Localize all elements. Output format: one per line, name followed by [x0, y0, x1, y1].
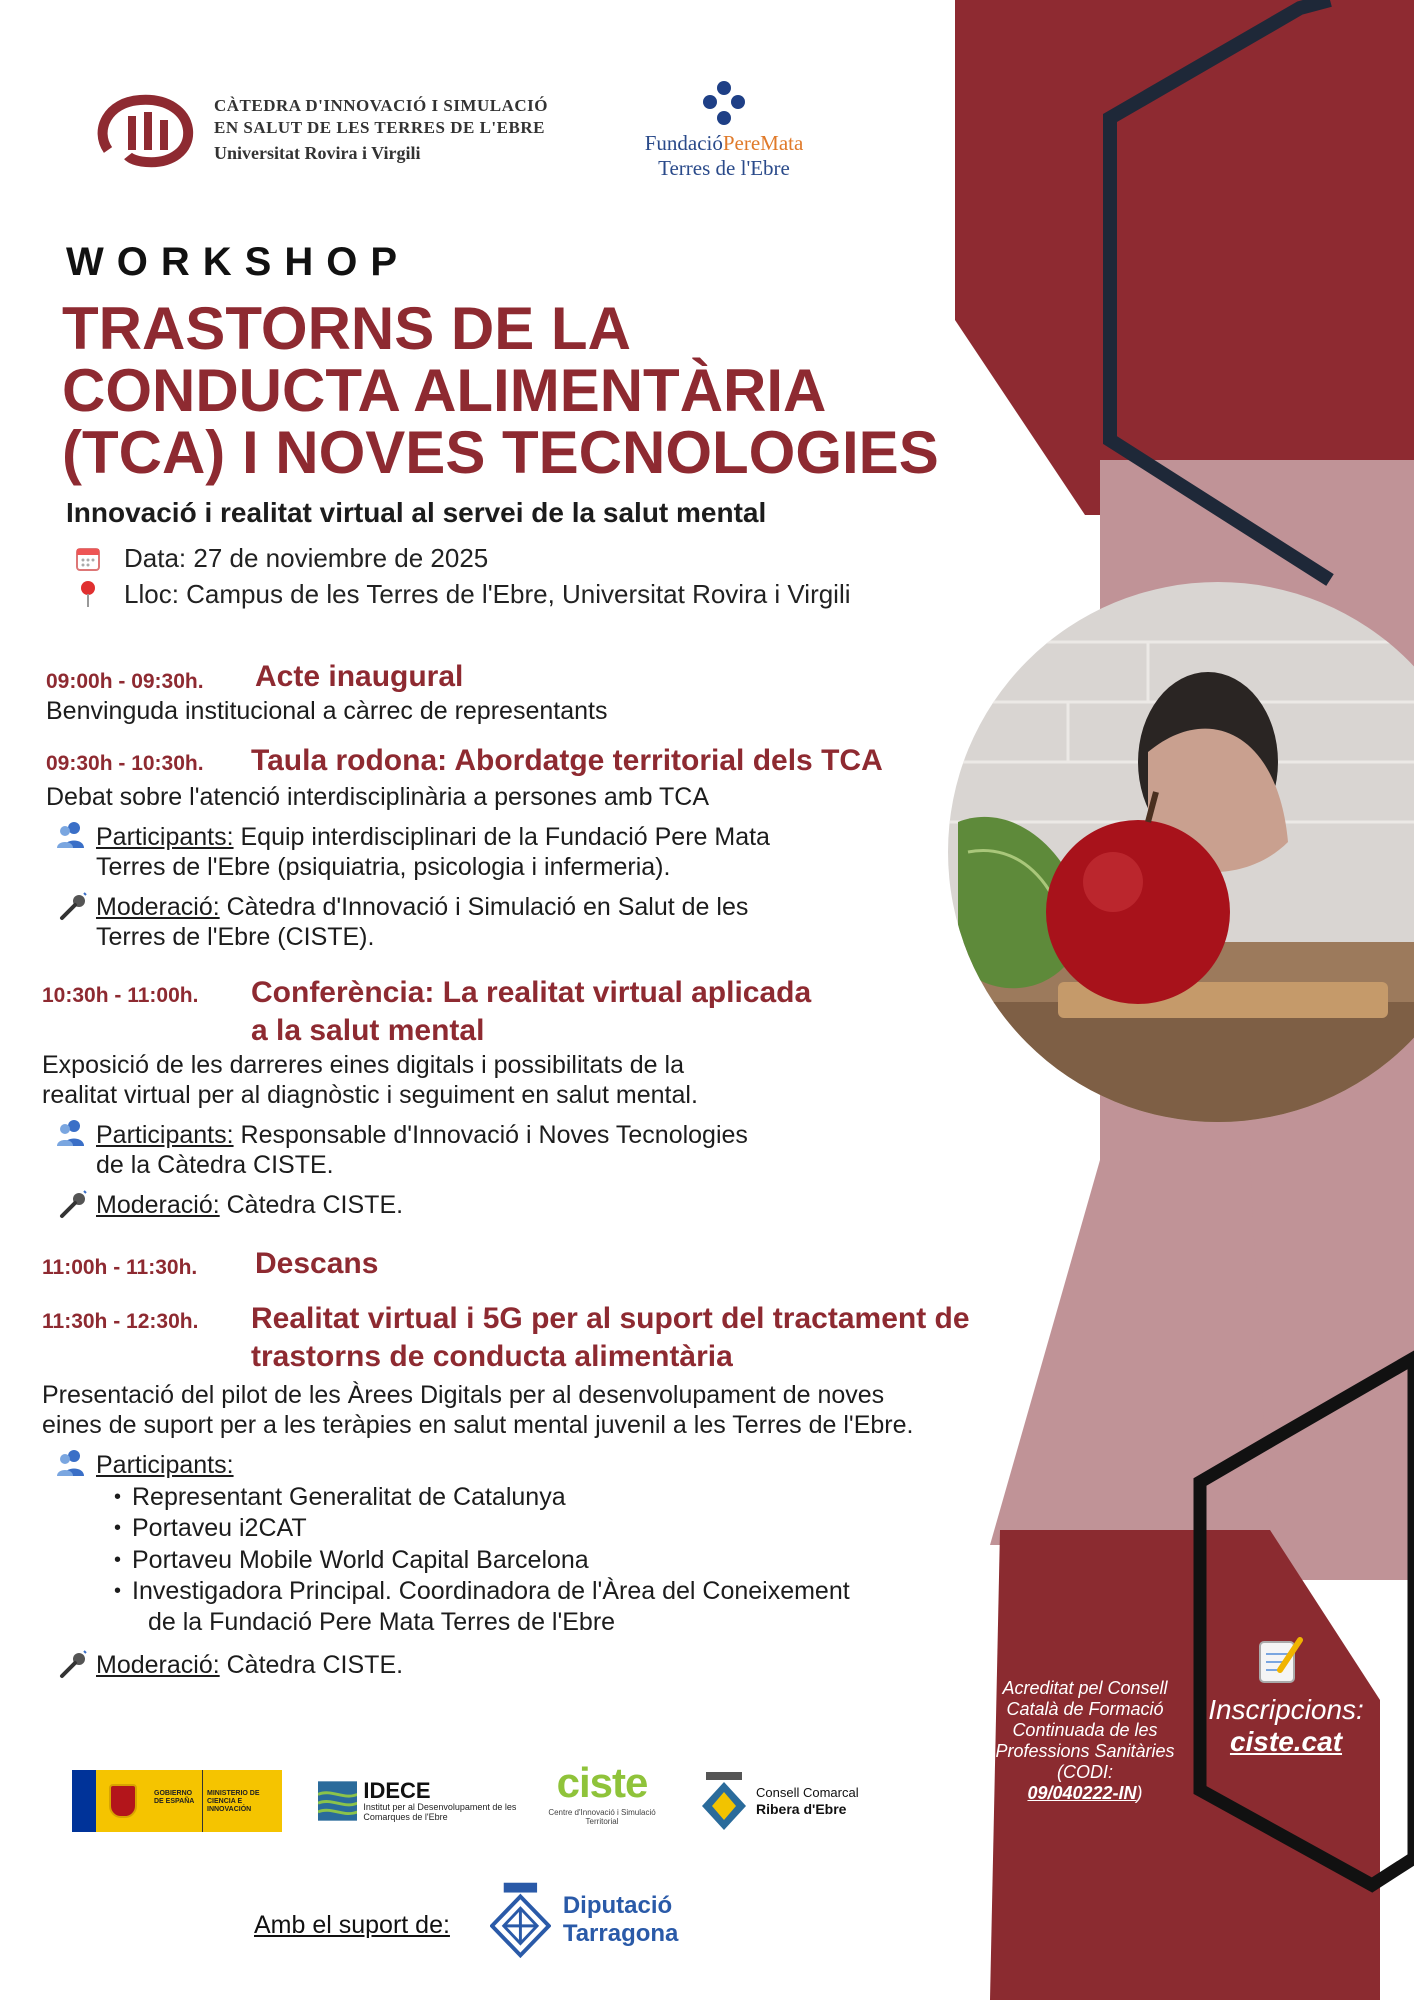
session1-time: 09:00h - 09:30h.	[46, 670, 204, 693]
diputacio-tarragona-logo	[490, 1880, 790, 1960]
consell-crest-icon	[700, 1770, 748, 1832]
session3-desc-line2: realitat virtual per al diagnòstic i seguiment en salut mental.	[42, 1081, 698, 1109]
accreditation-code: 09/040222-IN	[1027, 1783, 1137, 1803]
session4-time: 11:00h - 11:30h.	[42, 1256, 198, 1279]
catedra-logo	[88, 90, 568, 170]
fpm-name-part2: PereMata	[722, 131, 804, 155]
participants-label: Participants:	[96, 823, 234, 851]
date-text: Data: 27 de noviembre de 2025	[124, 542, 489, 573]
idece-sub: Institut per al Desenvolupament de les Comarques de l'Ebre	[363, 1802, 517, 1822]
microphone-icon	[58, 892, 88, 922]
participant-bullet: • Representant Generalitat de Catalunya	[132, 1482, 566, 1512]
idece-mark-icon	[318, 1774, 357, 1828]
fpm-name	[624, 130, 824, 156]
place-row	[76, 576, 976, 612]
participant-bullet-continuation: de la Fundació Pere Mata Terres de l'Ebre	[148, 1608, 616, 1636]
session4-title: Descans	[255, 1247, 379, 1280]
session3-title-line1: Conferència: La realitat virtual aplicada	[251, 976, 812, 1009]
idece-logo	[318, 1766, 538, 1836]
session3-participants-line2: de la Càtedra CISTE.	[96, 1151, 334, 1179]
session5-time: 11:30h - 12:30h.	[42, 1310, 199, 1333]
calendar-icon	[76, 544, 100, 572]
catedra-line1: CÀTEDRA D'INNOVACIÓ I SIMULACIÓ	[214, 96, 548, 115]
fundacio-pere-mata-logo	[624, 80, 824, 180]
accreditation-text: Acreditat pel Consell Català de Formació Continuada de les Professions Sanitàries (CODI:	[995, 1678, 1175, 1782]
moderation-label: Moderació:	[96, 1651, 220, 1679]
session3-desc-line1: Exposició de les darreres eines digitals i possibilitats de la	[42, 1051, 684, 1079]
title-line2: CONDUCTA ALIMENTÀRIA	[62, 357, 827, 424]
date-row	[76, 540, 976, 576]
microphone-icon	[58, 1190, 88, 1220]
session2-participants-line2: Terres de l'Ebre (psiquiatria, psicologia i infermeria).	[96, 853, 671, 881]
participants-icon	[56, 1118, 86, 1148]
participants-icon	[56, 1448, 86, 1478]
accreditation-note	[990, 1678, 1180, 1804]
fpm-subtitle: Terres de l'Ebre	[658, 156, 790, 180]
catedra-emblem-icon	[88, 90, 200, 170]
participant-bullet: • Portaveu i2CAT	[132, 1513, 307, 1543]
title-line1: TRASTORNS DE LA	[62, 295, 631, 362]
participants-label: Participants:	[96, 1451, 234, 1479]
consell-comarcal-logo	[700, 1768, 890, 1834]
title-line3: (TCA) I NOVES TECNOLOGIES	[62, 419, 939, 486]
idece-text	[363, 1780, 538, 1822]
diputacio-name: Diputació Tarragona	[562, 1892, 679, 1947]
moderation-label: Moderació:	[96, 893, 220, 921]
support-label: Amb el suport de:	[254, 1911, 450, 1939]
session2-time: 09:30h - 10:30h.	[46, 752, 204, 775]
notepad-pencil-icon	[1256, 1636, 1304, 1686]
fpm-cross-icon	[700, 80, 748, 128]
participants-text: Equip interdisciplinari de la Fundació Pere Mata	[233, 823, 770, 851]
registration-block	[1196, 1694, 1376, 1758]
eu-flag-icon	[72, 1770, 96, 1832]
accreditation-close: )	[1136, 1783, 1143, 1803]
coat-of-arms-icon	[96, 1770, 150, 1832]
place-text: Lloc: Campus de les Terres de l'Ebre, Universitat Rovira i Virgili	[124, 578, 851, 609]
diputacio-crest-icon	[490, 1882, 551, 1958]
session2-moderation-line2: Terres de l'Ebre (CISTE).	[96, 923, 375, 951]
page-title	[62, 295, 1022, 486]
session5-moderation	[96, 1650, 403, 1680]
session3-moderation	[96, 1190, 403, 1220]
consell-text	[756, 1785, 859, 1817]
idece-name: IDECE	[363, 1778, 431, 1803]
registration-label: Inscripcions:	[1208, 1694, 1364, 1725]
session3-participants	[96, 1120, 748, 1150]
workshop-kicker: WORKSHOP	[66, 240, 410, 284]
fpm-name-part1: Fundació	[644, 131, 723, 155]
session2-participants	[96, 822, 770, 852]
participant-bullet: • Investigadora Principal. Coordinadora de l'Àrea del Coneixement	[132, 1576, 850, 1606]
session5-desc-line1: Presentació del pilot de les Àrees Digitals per al desenvolupament de noves	[42, 1381, 885, 1409]
consell-line1: Consell Comarcal	[756, 1785, 859, 1800]
moderation-text: Càtedra CISTE.	[219, 1191, 404, 1219]
map-pin-icon	[76, 580, 100, 608]
ciste-sub: Centre d'Innovació i Simulació Territorial	[548, 1808, 656, 1826]
registration-link[interactable]: ciste.cat	[1229, 1726, 1343, 1757]
session2-moderation	[96, 892, 748, 922]
moderation-text: Càtedra d'Innovació i Simulació en Salut de les	[219, 893, 749, 921]
microphone-icon	[58, 1650, 88, 1680]
session3-title-line2: a la salut mental	[251, 1014, 485, 1047]
participants-text: Responsable d'Innovació i Noves Tecnologies	[233, 1121, 748, 1149]
catedra-text	[214, 95, 548, 165]
session1-desc: Benvinguda institucional a càrrec de representants	[46, 697, 608, 725]
session2-desc: Debat sobre l'atenció interdisciplinària a persones amb TCA	[46, 783, 709, 811]
lower-hexagon-fill	[990, 1160, 1270, 1545]
gobierno-espana-logo	[72, 1770, 282, 1832]
participants-label: Participants:	[96, 1121, 234, 1149]
moderation-text: Càtedra CISTE.	[219, 1651, 404, 1679]
session5-desc-line2: eines de suport per a les teràpies en salut mental juvenil a les Terres de l'Ebre.	[42, 1411, 914, 1439]
subtitle: Innovació i realitat virtual al servei de la salut mental	[66, 497, 767, 528]
session5-participants	[96, 1450, 234, 1480]
moderation-label: Moderació:	[96, 1191, 220, 1219]
session5-title-line2: trastorns de conducta alimentària	[251, 1340, 733, 1373]
ciste-name: ciste	[556, 1759, 648, 1806]
session2-title: Taula rodona: Abordatge territorial dels TCA	[251, 744, 883, 777]
ministerio-text: MINISTERIO DE CIENCIA E INNOVACIÓN	[202, 1770, 282, 1832]
participants-icon	[56, 820, 86, 850]
catedra-line2: EN SALUT DE LES TERRES DE L'EBRE	[214, 118, 545, 137]
session5-title-line1: Realitat virtual i 5G per al suport del tractament de	[251, 1302, 970, 1335]
consell-line2: Ribera d'Ebre	[756, 1801, 847, 1817]
gobierno-text: GOBIERNO DE ESPAÑA	[150, 1770, 202, 1832]
catedra-line3: Universitat Rovira i Virgili	[214, 143, 421, 163]
ciste-logo	[540, 1759, 664, 1840]
participant-bullet: • Portaveu Mobile World Capital Barcelona	[132, 1545, 589, 1575]
session3-time: 10:30h - 11:00h.	[42, 984, 199, 1007]
session1-title: Acte inaugural	[255, 660, 464, 693]
